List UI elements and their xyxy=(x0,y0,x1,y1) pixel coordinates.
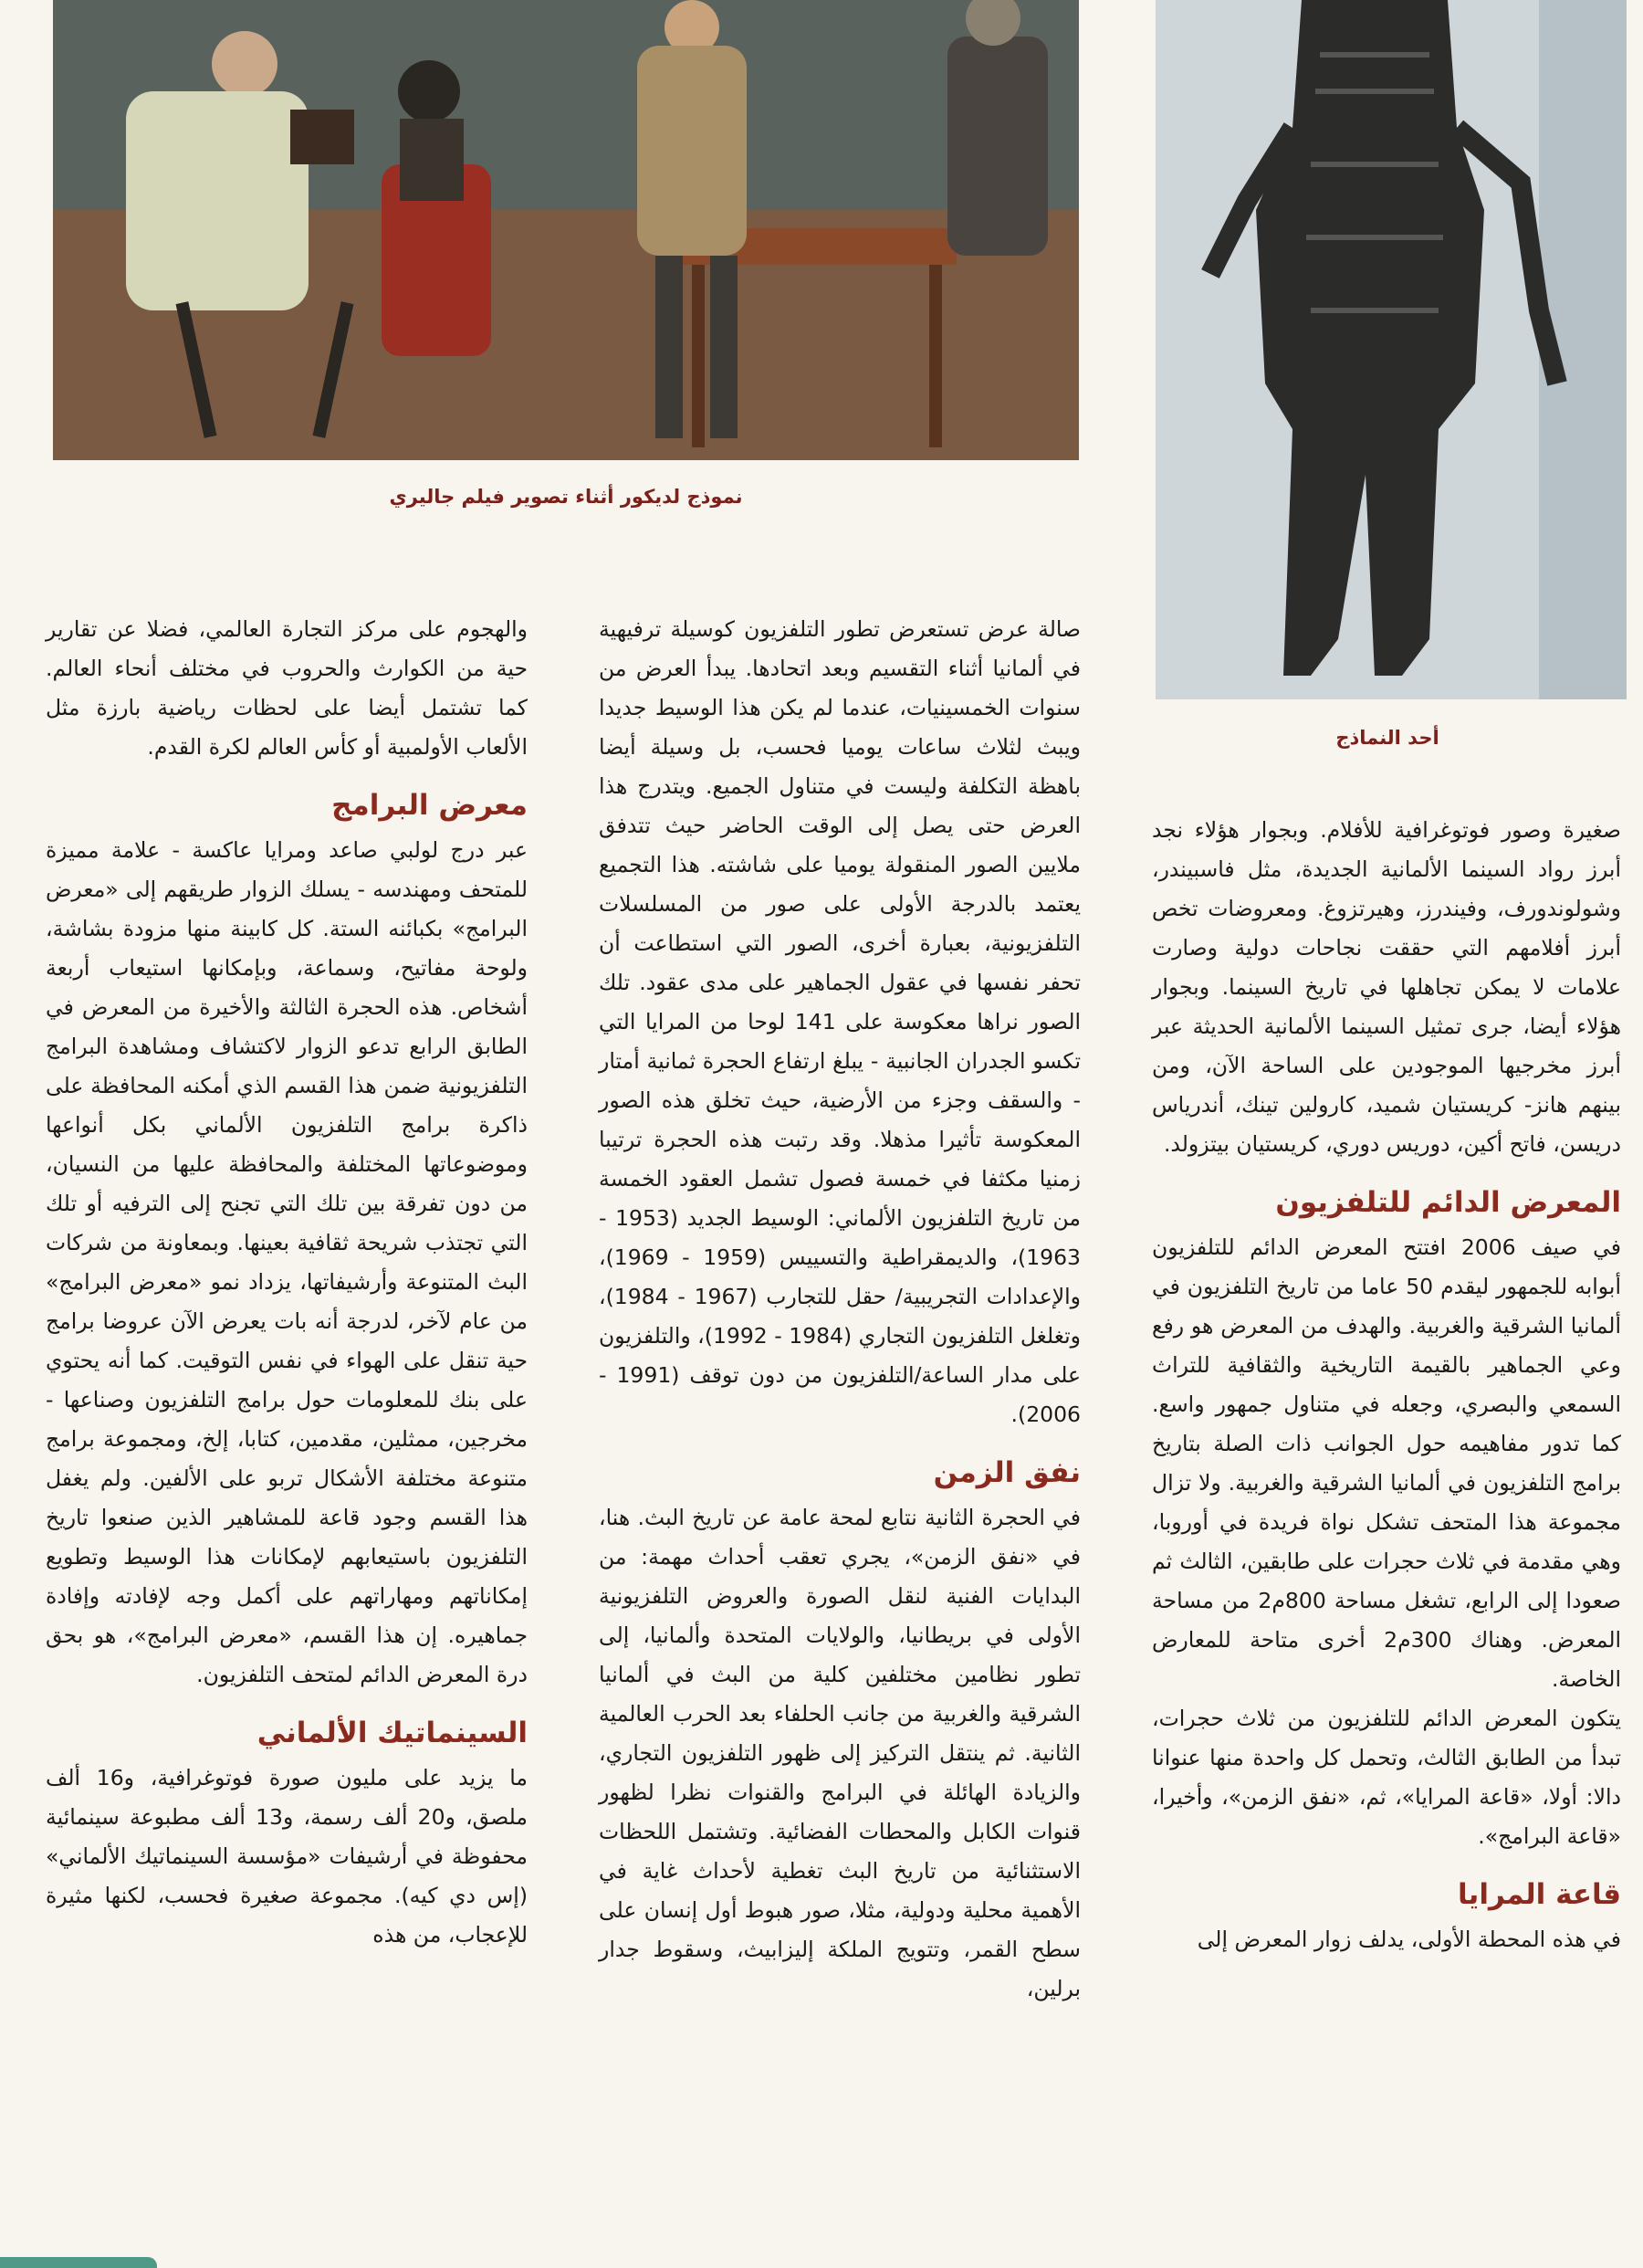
paragraph: في هذه المحطة الأولى، يدلف زوار المعرض إلى xyxy=(1197,1927,1621,1952)
section-heading-cinematheque: السينماتيك الألماني xyxy=(256,1717,528,1749)
section-heading-program-gallery: معرض البرامج xyxy=(331,789,528,822)
paragraph: ما يزيد على مليون صورة فوتوغرافية، و16 ألف ملصق، و20 ألف رسمة، و13 ألف مطبوعة سينمائية محفوظة في أرشيفات «مؤسسة السينماتيك الألماني» (إس دي كيه). مجموعة صغيرة فحسب، لكنها مثيرة للإعجاب، من هذه xyxy=(46,1765,528,1948)
right-photo-caption: أحد النماذج xyxy=(1335,727,1439,749)
text-column-middle xyxy=(599,610,1081,2009)
alien-figure-illustration xyxy=(1156,0,1627,699)
paragraph: صغيرة وصور فوتوغرافية للأفلام. وبجوار هؤلاء نجد أبرز رواد السينما الألمانية الجديدة، مثل فاسبيندر، وشولوندورف، وفيندرز، وهيرتزوغ. ومعروضات تخص أبرز أفلامهم التي حققت نجاحات دولية وصارت علامات لا يمكن تجاهلها في تاريخ السينما. وبجوار هؤلاء أيضا، جرى تمثيل السينما الألمانية الحديثة عبر أبرز مخرجيها الموجودين على الساحة الآن، ومن بينهم هانز- كريستيان شميد، كارولين تينك، أندرياس دريسن، فاتح أكين، دوريس دوري، كريستيان بيتزولد. xyxy=(1152,817,1621,1157)
section-heading-time-tunnel: نفق الزمن xyxy=(933,1456,1081,1489)
text-column-right xyxy=(1152,811,1621,1959)
film-set-diorama-photo xyxy=(53,0,1079,460)
paragraph: في الحجرة الثانية نتابع لمحة عامة عن تاريخ البث. هنا، في «نفق الزمن»، يجري تعقب أحداث مهمة: من البدايات الفنية لنقل الصورة والعروض التلفزيونية الأولى في بريطانيا، والولايات المتحدة وألمانيا، إلى تطور نظامين مختلفين كلية من البث في ألمانيا الشرقية والغربية من جانب الحلفاء بعد الحرب العالمية الثانية. ثم ينتقل التركيز إلى ظهور التلفزيون التجاري، والزيادة الهائلة في البرامج والقنوات نظرا لظهور قنوات الكابل والمحطات الفضائية. وتشتمل اللحظات الاستثنائية من تاريخ البث تغطية لأحداث غاية في الأهمية محلية ودولية، مثلا، صور هبوط أول إنسان على سطح القمر، وتتويج الملكة إليزابيث، وسقوط جدار برلين، xyxy=(599,1505,1081,2001)
alien-model-photo xyxy=(1156,0,1627,699)
paragraph: في صيف 2006 افتتح المعرض الدائم للتلفزيون أبوابه للجمهور ليقدم 50 عاما من تاريخ التلفزيون في ألمانيا الشرقية والغربية. والهدف من المعرض هو رفع وعي الجماهير بالقيمة التاريخية والثقافية للتراث السمعي والبصري، وجعله في متناول جمهور واسع. كما تدور مفاهيمه حول الجوانب ذات الصلة بتاريخ برامج التلفزيون في ألمانيا الشرقية والغربية. ولا تزال مجموعة هذا المتحف تشكل نواة فريدة في أوروبا، وهي مقدمة في ثلاث حجرات على طابقين، الثالث ثم صعودا إلى الرابع، تشغل مساحة 800م2 من مساحة المعرض. وهناك 300م2 أخرى متاحة للمعارض الخاصة. xyxy=(1152,1234,1622,1692)
text-column-left xyxy=(46,610,528,1955)
paragraph: صالة عرض تستعرض تطور التلفزيون كوسيلة ترفيهية في ألمانيا أثناء التقسيم وبعد اتحادها. يبدأ العرض من سنوات الخمسينيات، عندما لم يكن هذا الوسيط جديدا ويبث لثلاث ساعات يوميا فحسب، بل وسيلة أيضا باهظة التكلفة وليست في متناول الجميع. ويتدرج هذا العرض حتى يصل إلى الوقت الحاضر حيث تتدفق ملايين الصور المنقولة يوميا على شاشته. هذا التجميع يعتمد بالدرجة الأولى على صور من المسلسلات التلفزيونية، بعبارة أخرى، الصور التي استطاعت أن تحفر نفسها في عقول الجماهير على مدى عقود. تلك الصور نراها معكوسة على 141 لوحا من المرايا التي تكسو الجدران الجانبية - يبلغ ارتفاع الحجرة ثمانية أمتار - والسقف وجزء من الأرضية، حيث تخلق هذه الصور المعكوسة تأثيرا مذهلا. وقد رتبت هذه الحجرة ترتيبا زمنيا مكثفا في خمسة فصول تشمل العقود الخمسة من تاريخ التلفزيون الألماني: الوسيط الجديد (1953 - 1963)، والديمقراطية والتسييس (1959 - 1969)، والإعدادات التجريبية/ حقل للتجارب (1967 - 1984)، وتغلغل التلفزيون التجاري (1984 - 1992)، والتلفزيون على مدار الساعة/التلفزيون من دون توقف (1991 - 2006). xyxy=(599,616,1082,1427)
paragraph: والهجوم على مركز التجارة العالمي، فضلا عن تقارير حية من الكوارث والحروب في مختلف أنحاء العالم. كما تشتمل أيضا على لحظات رياضية بارزة مثل الألعاب الأولمبية أو كأس العالم لكرة القدم. xyxy=(46,616,528,760)
paragraph: يتكون المعرض الدائم للتلفزيون من ثلاث حجرات، تبدأ من الطابق الثالث، وتحمل كل واحدة منها عنوانا دالا: أولا، «قاعة المرايا»، ثم، «نفق الزمن»، وأخيرا، «قاعة البرامج». xyxy=(1152,1706,1621,1849)
left-photo-caption: نموذج لديكور أثناء تصوير فيلم جاليري xyxy=(389,486,743,508)
page-corner-tab xyxy=(0,2257,157,2268)
section-heading-mirror-hall: قاعة المرايا xyxy=(1458,1878,1621,1911)
film-set-illustration xyxy=(53,0,1079,460)
paragraph: عبر درج لولبي صاعد ومرايا عاكسة - علامة مميزة للمتحف ومهندسه - يسلك الزوار طريقهم إلى «معرض البرامج» بكبائنه الستة. كل كابينة منها مزودة بشاشة، ولوحة مفاتيح، وسماعة، وبإمكانها استيعاب أربعة أشخاص. هذه الحجرة الثالثة والأخيرة من المعرض في الطابق الرابع تدعو الزوار لاكتشاف ومشاهدة البرامج التلفزيونية ضمن هذا القسم الذي أمكنه المحافظة على ذاكرة برامج التلفزيون الألماني بكل أنواعها وموضوعاتها المختلفة والمحافظة عليها من النسيان، من دون تفرقة بين تلك التي تجنح إلى الترفيه أو تلك التي تجتذب شريحة ثقافية بعينها. وبمعاونة من شركات البث المتنوعة وأرشيفاتها، يزداد نمو «معرض البرامج» من عام لآخر، لدرجة أنه بات يعرض الآن عروضا برامج حية تنقل على الهواء في نفس التوقيت. كما أنه يحتوي على بنك للمعلومات حول برامج التلفزيون وصناعها - مخرجين، ممثلين، مقدمين، كتابا، إلخ، ومجموعة برامج متنوعة مختلفة الأشكال تربو على الألفين. ولم يغفل هذا القسم وجود قاعة للمشاهير الذين صنعوا تاريخ التلفزيون باستيعابهم لإمكانات هذا الوسيط وتطويع إمكاناتهم ومهاراتهم على أكمل وجه لإفادته وإفادة جماهيره. إن هذا القسم، «معرض البرامج»، هو بحق درة المعرض الدائم لمتحف التلفزيون. xyxy=(46,837,528,1687)
section-heading-tv-exhibition: المعرض الدائم للتلفزيون xyxy=(1275,1186,1621,1219)
